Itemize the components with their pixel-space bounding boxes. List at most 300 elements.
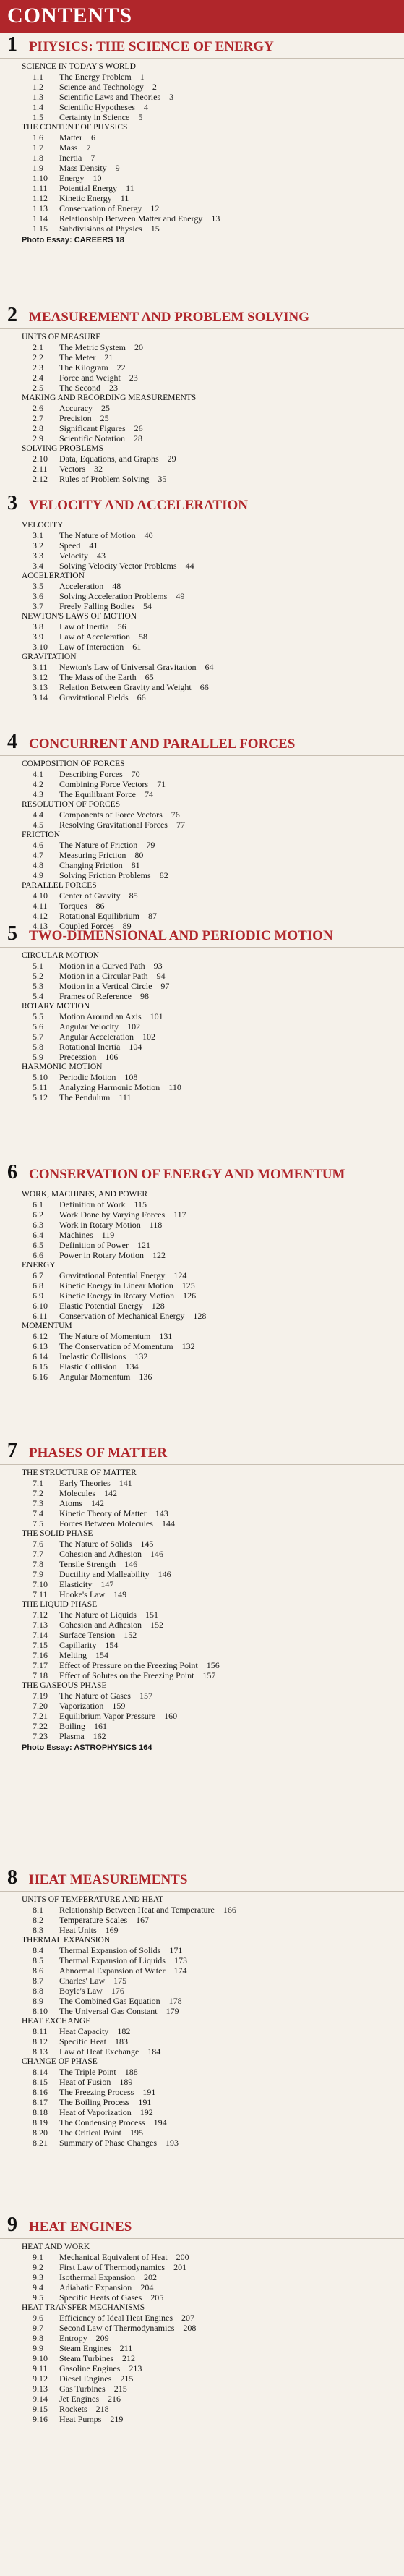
entry-label: Diesel Engines bbox=[59, 2373, 112, 2384]
toc-entry[interactable] bbox=[0, 423, 404, 433]
toc-entry[interactable] bbox=[0, 1092, 404, 1102]
entry-label: Scientific Hypotheses bbox=[59, 102, 135, 112]
entry-label: Tensile Strength bbox=[59, 1559, 116, 1569]
toc-entry[interactable] bbox=[0, 2414, 404, 2424]
entry-title bbox=[59, 820, 185, 830]
toc-entry[interactable] bbox=[0, 2138, 404, 2148]
entry-label: Isothermal Expansion bbox=[59, 2272, 135, 2282]
toc-entry[interactable] bbox=[0, 2252, 404, 2262]
section-heading: ROTARY MOTION bbox=[22, 1002, 90, 1011]
toc-entry[interactable] bbox=[0, 530, 404, 540]
toc-entry[interactable] bbox=[0, 2353, 404, 2363]
section-number: 5.10 bbox=[33, 1072, 48, 1082]
chapter-title: PHASES OF MATTER bbox=[29, 1445, 168, 1461]
toc-entry[interactable] bbox=[0, 870, 404, 880]
page-number: 94 bbox=[156, 971, 166, 981]
toc-entry[interactable] bbox=[0, 1301, 404, 1311]
entry-gap bbox=[150, 1331, 159, 1341]
entry-title bbox=[59, 1341, 195, 1351]
entry-gap bbox=[136, 789, 145, 799]
entry-title bbox=[59, 540, 98, 551]
toc-entry[interactable] bbox=[0, 143, 404, 153]
entry-title bbox=[59, 911, 157, 921]
toc-entry[interactable] bbox=[0, 1270, 404, 1280]
toc-entry[interactable] bbox=[0, 682, 404, 692]
entry-title bbox=[59, 971, 166, 981]
entry-label: The Combined Gas Equation bbox=[59, 1996, 160, 2006]
page-number: 176 bbox=[111, 1986, 124, 1996]
chapter bbox=[0, 304, 404, 484]
entry-label: Entropy bbox=[59, 2333, 87, 2343]
page-number: 28 bbox=[133, 433, 142, 443]
page-number: 156 bbox=[206, 1660, 220, 1670]
entry-title bbox=[59, 1915, 149, 1925]
toc-entry[interactable] bbox=[0, 2026, 404, 2036]
toc-entry[interactable] bbox=[0, 92, 404, 102]
entry-title bbox=[59, 840, 155, 850]
entry-title bbox=[59, 143, 90, 153]
entry-title bbox=[59, 2046, 160, 2057]
toc-entry[interactable] bbox=[0, 1042, 404, 1052]
entry-label: Capillarity bbox=[59, 1640, 97, 1650]
toc-entry[interactable] bbox=[0, 2292, 404, 2303]
toc-entry[interactable] bbox=[0, 1650, 404, 1660]
toc-entry[interactable] bbox=[0, 2343, 404, 2353]
entry-label: The Triple Point bbox=[59, 2067, 116, 2077]
entry-gap bbox=[174, 2323, 183, 2333]
entry-title bbox=[59, 1620, 163, 1630]
entry-title bbox=[59, 1042, 142, 1052]
page-number: 56 bbox=[117, 621, 126, 632]
toc-entry[interactable] bbox=[0, 2117, 404, 2127]
section-number: 9.15 bbox=[33, 2404, 48, 2414]
toc-entry[interactable] bbox=[0, 601, 404, 611]
toc-entry[interactable] bbox=[0, 1341, 404, 1351]
section-heading: MAKING AND RECORDING MEASUREMENTS bbox=[22, 394, 197, 402]
toc-entry[interactable] bbox=[0, 981, 404, 991]
section-number: 1.10 bbox=[33, 173, 48, 183]
toc-entry[interactable] bbox=[0, 540, 404, 551]
toc-entry[interactable] bbox=[0, 1731, 404, 1741]
section-number: 6.4 bbox=[33, 1230, 43, 1240]
toc-entry[interactable] bbox=[0, 2046, 404, 2057]
entry-label: Definition of Work bbox=[59, 1199, 126, 1210]
entry-gap bbox=[148, 971, 157, 981]
toc-entry[interactable] bbox=[0, 1691, 404, 1701]
entry-gap bbox=[121, 890, 129, 901]
section-number: 7.21 bbox=[33, 1711, 48, 1721]
toc-entry[interactable] bbox=[0, 890, 404, 901]
toc-entry[interactable] bbox=[0, 1518, 404, 1529]
toc-entry[interactable] bbox=[0, 901, 404, 911]
entry-title bbox=[59, 2127, 143, 2138]
entry-title bbox=[59, 383, 118, 393]
toc-entry[interactable] bbox=[0, 1372, 404, 1382]
entry-gap bbox=[202, 213, 211, 224]
toc-entry[interactable] bbox=[0, 1052, 404, 1062]
toc-entry[interactable] bbox=[0, 1361, 404, 1372]
page-number: 22 bbox=[116, 362, 126, 373]
toc-entry[interactable] bbox=[0, 2363, 404, 2373]
entry-label: Melting bbox=[59, 1650, 87, 1660]
entry-title bbox=[59, 1291, 196, 1301]
toc-entry[interactable] bbox=[0, 850, 404, 860]
entry-title bbox=[59, 1701, 125, 1711]
entry-title bbox=[59, 2373, 133, 2384]
page-number: 6 bbox=[91, 132, 95, 143]
toc-entry[interactable] bbox=[0, 1210, 404, 1220]
entry-gap bbox=[132, 2282, 140, 2292]
page-number: 66 bbox=[137, 692, 146, 702]
page-number: 41 bbox=[89, 540, 98, 551]
toc-entry[interactable] bbox=[0, 1311, 404, 1321]
toc-entry[interactable] bbox=[0, 591, 404, 601]
entry-title bbox=[59, 1351, 147, 1361]
toc-entry[interactable] bbox=[0, 991, 404, 1001]
entry-label: The Pendulum bbox=[59, 1092, 111, 1102]
page-number: 89 bbox=[122, 921, 132, 931]
page-number: 85 bbox=[129, 890, 138, 901]
toc-entry[interactable] bbox=[0, 2262, 404, 2272]
entry-gap bbox=[88, 551, 97, 561]
toc-entry[interactable] bbox=[0, 1199, 404, 1210]
toc-entry[interactable] bbox=[0, 1539, 404, 1549]
toc-entry[interactable] bbox=[0, 1579, 404, 1589]
toc-entry[interactable] bbox=[0, 1569, 404, 1579]
page-number: 12 bbox=[150, 203, 160, 213]
toc-entry[interactable] bbox=[0, 1915, 404, 1925]
section-number: 9.11 bbox=[33, 2363, 48, 2373]
toc-entry[interactable] bbox=[0, 2313, 404, 2323]
toc-entry[interactable] bbox=[0, 2077, 404, 2087]
section-heading: COMPOSITION OF FORCES bbox=[22, 760, 125, 768]
toc-entry[interactable] bbox=[0, 632, 404, 642]
page-number: 194 bbox=[153, 2117, 167, 2127]
entry-label: Elastic Potential Energy bbox=[59, 1301, 143, 1311]
toc-entry[interactable] bbox=[0, 2404, 404, 2414]
toc-entry[interactable] bbox=[0, 1955, 404, 1965]
toc-entry[interactable] bbox=[0, 1670, 404, 1680]
toc-entry[interactable] bbox=[0, 1610, 404, 1620]
toc-entry[interactable] bbox=[0, 352, 404, 362]
entry-label: Heat Units bbox=[59, 1925, 97, 1935]
toc-entry[interactable] bbox=[0, 413, 404, 423]
toc-entry[interactable] bbox=[0, 662, 404, 672]
page-number: 128 bbox=[193, 1311, 207, 1321]
toc-entry[interactable] bbox=[0, 1351, 404, 1361]
page-number: 142 bbox=[91, 1498, 105, 1508]
toc-entry[interactable] bbox=[0, 1965, 404, 1976]
toc-entry[interactable] bbox=[0, 1021, 404, 1032]
section-number: 8.6 bbox=[33, 1965, 43, 1976]
entry-gap bbox=[142, 203, 150, 213]
entry-title bbox=[59, 1996, 182, 2006]
entry-gap bbox=[132, 72, 140, 82]
toc-entry[interactable] bbox=[0, 373, 404, 383]
entry-gap bbox=[108, 2026, 117, 2036]
toc-entry[interactable] bbox=[0, 1986, 404, 1996]
entry-gap bbox=[93, 1230, 102, 1240]
entry-gap bbox=[132, 2107, 140, 2117]
entry-label: Heat Pumps bbox=[59, 2414, 102, 2424]
toc-entry[interactable] bbox=[0, 961, 404, 971]
entry-gap bbox=[82, 1498, 91, 1508]
toc-entry[interactable] bbox=[0, 2384, 404, 2394]
toc-entry[interactable] bbox=[0, 971, 404, 981]
toc-entry[interactable] bbox=[0, 1721, 404, 1731]
entry-title bbox=[59, 2292, 163, 2303]
entry-label: The Boiling Process bbox=[59, 2097, 130, 2107]
entry-gap bbox=[160, 1082, 168, 1092]
entry-label: Elastic Collision bbox=[59, 1361, 117, 1372]
toc-entry[interactable] bbox=[0, 2394, 404, 2404]
toc-entry[interactable] bbox=[0, 1011, 404, 1021]
page-number: 204 bbox=[140, 2282, 154, 2292]
entry-label: Measuring Friction bbox=[59, 850, 126, 860]
toc-entry[interactable] bbox=[0, 193, 404, 203]
section-number: 7.23 bbox=[33, 1731, 48, 1741]
entry-gap bbox=[131, 1691, 139, 1701]
section-heading: HEAT AND WORK bbox=[22, 2243, 90, 2251]
toc-entry[interactable] bbox=[0, 672, 404, 682]
entry-title bbox=[59, 1072, 137, 1082]
toc-entry[interactable] bbox=[0, 72, 404, 82]
toc-entry[interactable] bbox=[0, 581, 404, 591]
entry-title bbox=[59, 1052, 118, 1062]
section-number: 6.2 bbox=[33, 1210, 43, 1220]
toc-entry[interactable] bbox=[0, 1478, 404, 1488]
chapter-title: VELOCITY AND ACCELERATION bbox=[29, 498, 248, 513]
toc-entry[interactable] bbox=[0, 692, 404, 702]
toc-entry[interactable] bbox=[0, 2006, 404, 2016]
entry-gap bbox=[142, 2292, 150, 2303]
section-heading: WORK, MACHINES, AND POWER bbox=[22, 1190, 148, 1199]
page-number: 101 bbox=[150, 1011, 163, 1021]
page-number: 213 bbox=[129, 2363, 142, 2373]
section-number: 4.4 bbox=[33, 809, 43, 820]
toc-entry[interactable] bbox=[0, 1488, 404, 1498]
toc-entry[interactable] bbox=[0, 1220, 404, 1230]
entry-title bbox=[59, 1925, 119, 1935]
toc-entry[interactable] bbox=[0, 809, 404, 820]
toc-entry[interactable] bbox=[0, 1925, 404, 1935]
toc-entry[interactable] bbox=[0, 2087, 404, 2097]
entry-gap bbox=[194, 1670, 202, 1680]
section-number: 8.14 bbox=[33, 2067, 48, 2077]
chapter bbox=[0, 731, 404, 931]
entry-gap bbox=[129, 112, 138, 122]
section-heading: THE LIQUID PHASE bbox=[22, 1600, 98, 1609]
page-number: 102 bbox=[142, 1032, 155, 1042]
entry-label: Motion Around an Axis bbox=[59, 1011, 142, 1021]
toc-entry[interactable] bbox=[0, 163, 404, 173]
entry-label: Inelastic Collisions bbox=[59, 1351, 126, 1361]
photo-essay[interactable]: Photo Essay: CAREERS 18 bbox=[22, 236, 124, 245]
photo-essay[interactable]: Photo Essay: ASTROPHYSICS 164 bbox=[22, 1743, 152, 1752]
toc-entry[interactable] bbox=[0, 1945, 404, 1955]
toc-entry[interactable] bbox=[0, 403, 404, 413]
entry-title bbox=[59, 2262, 186, 2272]
section-number: 8.8 bbox=[33, 1986, 43, 1996]
toc-entry[interactable] bbox=[0, 1082, 404, 1092]
entry-gap bbox=[110, 1092, 119, 1102]
toc-entry[interactable] bbox=[0, 2282, 404, 2292]
toc-entry[interactable] bbox=[0, 2272, 404, 2282]
page-number: 23 bbox=[108, 383, 118, 393]
section-heading: CHANGE OF PHASE bbox=[22, 2057, 98, 2066]
entry-gap bbox=[106, 2036, 115, 2046]
page-number: 125 bbox=[181, 1280, 195, 1291]
entry-gap bbox=[108, 362, 117, 373]
section-heading: UNITS OF TEMPERATURE AND HEAT bbox=[22, 1895, 163, 1904]
toc-entry[interactable] bbox=[0, 153, 404, 163]
toc-entry[interactable] bbox=[0, 474, 404, 484]
toc-entry[interactable] bbox=[0, 820, 404, 830]
toc-entry[interactable] bbox=[0, 2333, 404, 2343]
toc-entry[interactable] bbox=[0, 454, 404, 464]
page-number: 212 bbox=[122, 2353, 136, 2363]
toc-entry[interactable] bbox=[0, 860, 404, 870]
section-number: 9.6 bbox=[33, 2313, 43, 2323]
section-number: 9.10 bbox=[33, 2353, 48, 2363]
toc-entry[interactable] bbox=[0, 1630, 404, 1640]
toc-entry[interactable] bbox=[0, 789, 404, 799]
toc-entry[interactable] bbox=[0, 213, 404, 224]
section-heading: FRICTION bbox=[22, 830, 61, 839]
toc-entry[interactable] bbox=[0, 433, 404, 443]
chapter-number: 3 bbox=[7, 492, 17, 514]
entry-label: Definition of Power bbox=[59, 1240, 129, 1250]
toc-entry[interactable] bbox=[0, 1032, 404, 1042]
toc-entry[interactable] bbox=[0, 2127, 404, 2138]
page-number: 178 bbox=[168, 1996, 182, 2006]
section-number: 6.16 bbox=[33, 1372, 48, 1382]
toc-entry[interactable] bbox=[0, 1331, 404, 1341]
entry-title bbox=[59, 362, 126, 373]
chapter-title: HEAT ENGINES bbox=[29, 2219, 132, 2235]
entry-gap bbox=[160, 92, 169, 102]
entry-label: Specific Heats of Gases bbox=[59, 2292, 142, 2303]
page-number: 40 bbox=[144, 530, 153, 540]
toc-entry[interactable] bbox=[0, 1640, 404, 1650]
toc-entry[interactable] bbox=[0, 102, 404, 112]
toc-entry[interactable] bbox=[0, 1589, 404, 1599]
toc-entry[interactable] bbox=[0, 1559, 404, 1569]
entry-gap bbox=[101, 2414, 110, 2424]
section-number: 7.5 bbox=[33, 1518, 43, 1529]
entry-gap bbox=[192, 682, 200, 692]
entry-gap bbox=[119, 1021, 127, 1032]
entry-label: The Conservation of Momentum bbox=[59, 1341, 173, 1351]
entry-gap bbox=[136, 530, 145, 540]
toc-entry[interactable] bbox=[0, 621, 404, 632]
toc-entry[interactable] bbox=[0, 203, 404, 213]
toc-entry[interactable] bbox=[0, 183, 404, 193]
toc-entry[interactable] bbox=[0, 1072, 404, 1082]
toc-entry[interactable] bbox=[0, 2097, 404, 2107]
toc-entry[interactable] bbox=[0, 2107, 404, 2117]
toc-entry[interactable] bbox=[0, 342, 404, 352]
toc-entry[interactable] bbox=[0, 1701, 404, 1711]
toc-entry[interactable] bbox=[0, 132, 404, 143]
toc-entry[interactable] bbox=[0, 779, 404, 789]
toc-entry[interactable] bbox=[0, 1280, 404, 1291]
toc-entry[interactable] bbox=[0, 1711, 404, 1721]
toc-entry[interactable] bbox=[0, 1230, 404, 1240]
toc-entry[interactable] bbox=[0, 1660, 404, 1670]
entry-title bbox=[59, 373, 138, 383]
entry-label: Rotational Equilibrium bbox=[59, 911, 139, 921]
entry-label: Motion in a Circular Path bbox=[59, 971, 148, 981]
toc-entry[interactable] bbox=[0, 769, 404, 779]
section-heading: HEAT TRANSFER MECHANISMS bbox=[22, 2303, 145, 2312]
toc-entry[interactable] bbox=[0, 911, 404, 921]
entry-label: Steam Engines bbox=[59, 2343, 111, 2353]
entry-title bbox=[59, 1478, 132, 1488]
toc-entry[interactable] bbox=[0, 1291, 404, 1301]
toc-entry[interactable] bbox=[0, 1240, 404, 1250]
entry-gap bbox=[100, 383, 109, 393]
entry-title bbox=[59, 1905, 236, 1915]
toc-entry[interactable] bbox=[0, 1250, 404, 1260]
toc-entry[interactable] bbox=[0, 1498, 404, 1508]
toc-entry[interactable] bbox=[0, 2036, 404, 2046]
entry-gap bbox=[112, 193, 121, 203]
page-number: 7 bbox=[86, 143, 91, 153]
toc-entry[interactable] bbox=[0, 2067, 404, 2077]
toc-entry[interactable] bbox=[0, 642, 404, 652]
toc-entry[interactable] bbox=[0, 112, 404, 122]
entry-gap bbox=[103, 1701, 112, 1711]
entry-label: Components of Force Vectors bbox=[59, 809, 163, 820]
entry-title bbox=[59, 1731, 106, 1741]
toc-entry[interactable] bbox=[0, 464, 404, 474]
page-number: 146 bbox=[150, 1549, 163, 1559]
section-number: 1.11 bbox=[33, 183, 48, 193]
toc-entry[interactable] bbox=[0, 1508, 404, 1518]
page-number: 154 bbox=[105, 1640, 119, 1650]
entry-gap bbox=[92, 1579, 100, 1589]
entry-gap bbox=[134, 2087, 142, 2097]
toc-entry[interactable] bbox=[0, 1620, 404, 1630]
page-number: 29 bbox=[167, 454, 176, 464]
toc-entry[interactable] bbox=[0, 82, 404, 92]
toc-entry[interactable] bbox=[0, 2373, 404, 2384]
toc-entry[interactable] bbox=[0, 840, 404, 850]
page-number: 179 bbox=[166, 2006, 179, 2016]
entry-gap bbox=[116, 1559, 124, 1569]
toc-entry[interactable] bbox=[0, 1549, 404, 1559]
toc-entry[interactable] bbox=[0, 173, 404, 183]
entry-label: Boiling bbox=[59, 1721, 86, 1731]
section-number: 2.6 bbox=[33, 403, 43, 413]
toc-entry[interactable] bbox=[0, 551, 404, 561]
toc-entry[interactable] bbox=[0, 1976, 404, 1986]
toc-entry[interactable] bbox=[0, 383, 404, 393]
toc-entry[interactable] bbox=[0, 1996, 404, 2006]
page-number: 32 bbox=[94, 464, 103, 474]
toc-entry[interactable] bbox=[0, 2323, 404, 2333]
entry-gap bbox=[130, 1372, 139, 1382]
toc-entry[interactable] bbox=[0, 224, 404, 234]
toc-entry[interactable] bbox=[0, 362, 404, 373]
entry-title bbox=[59, 1539, 153, 1549]
section-heading: THE SOLID PHASE bbox=[22, 1529, 93, 1538]
toc-entry[interactable] bbox=[0, 561, 404, 571]
entry-label: The Nature of Liquids bbox=[59, 1610, 137, 1620]
toc-entry[interactable] bbox=[0, 1905, 404, 1915]
page-number: 218 bbox=[95, 2404, 109, 2414]
